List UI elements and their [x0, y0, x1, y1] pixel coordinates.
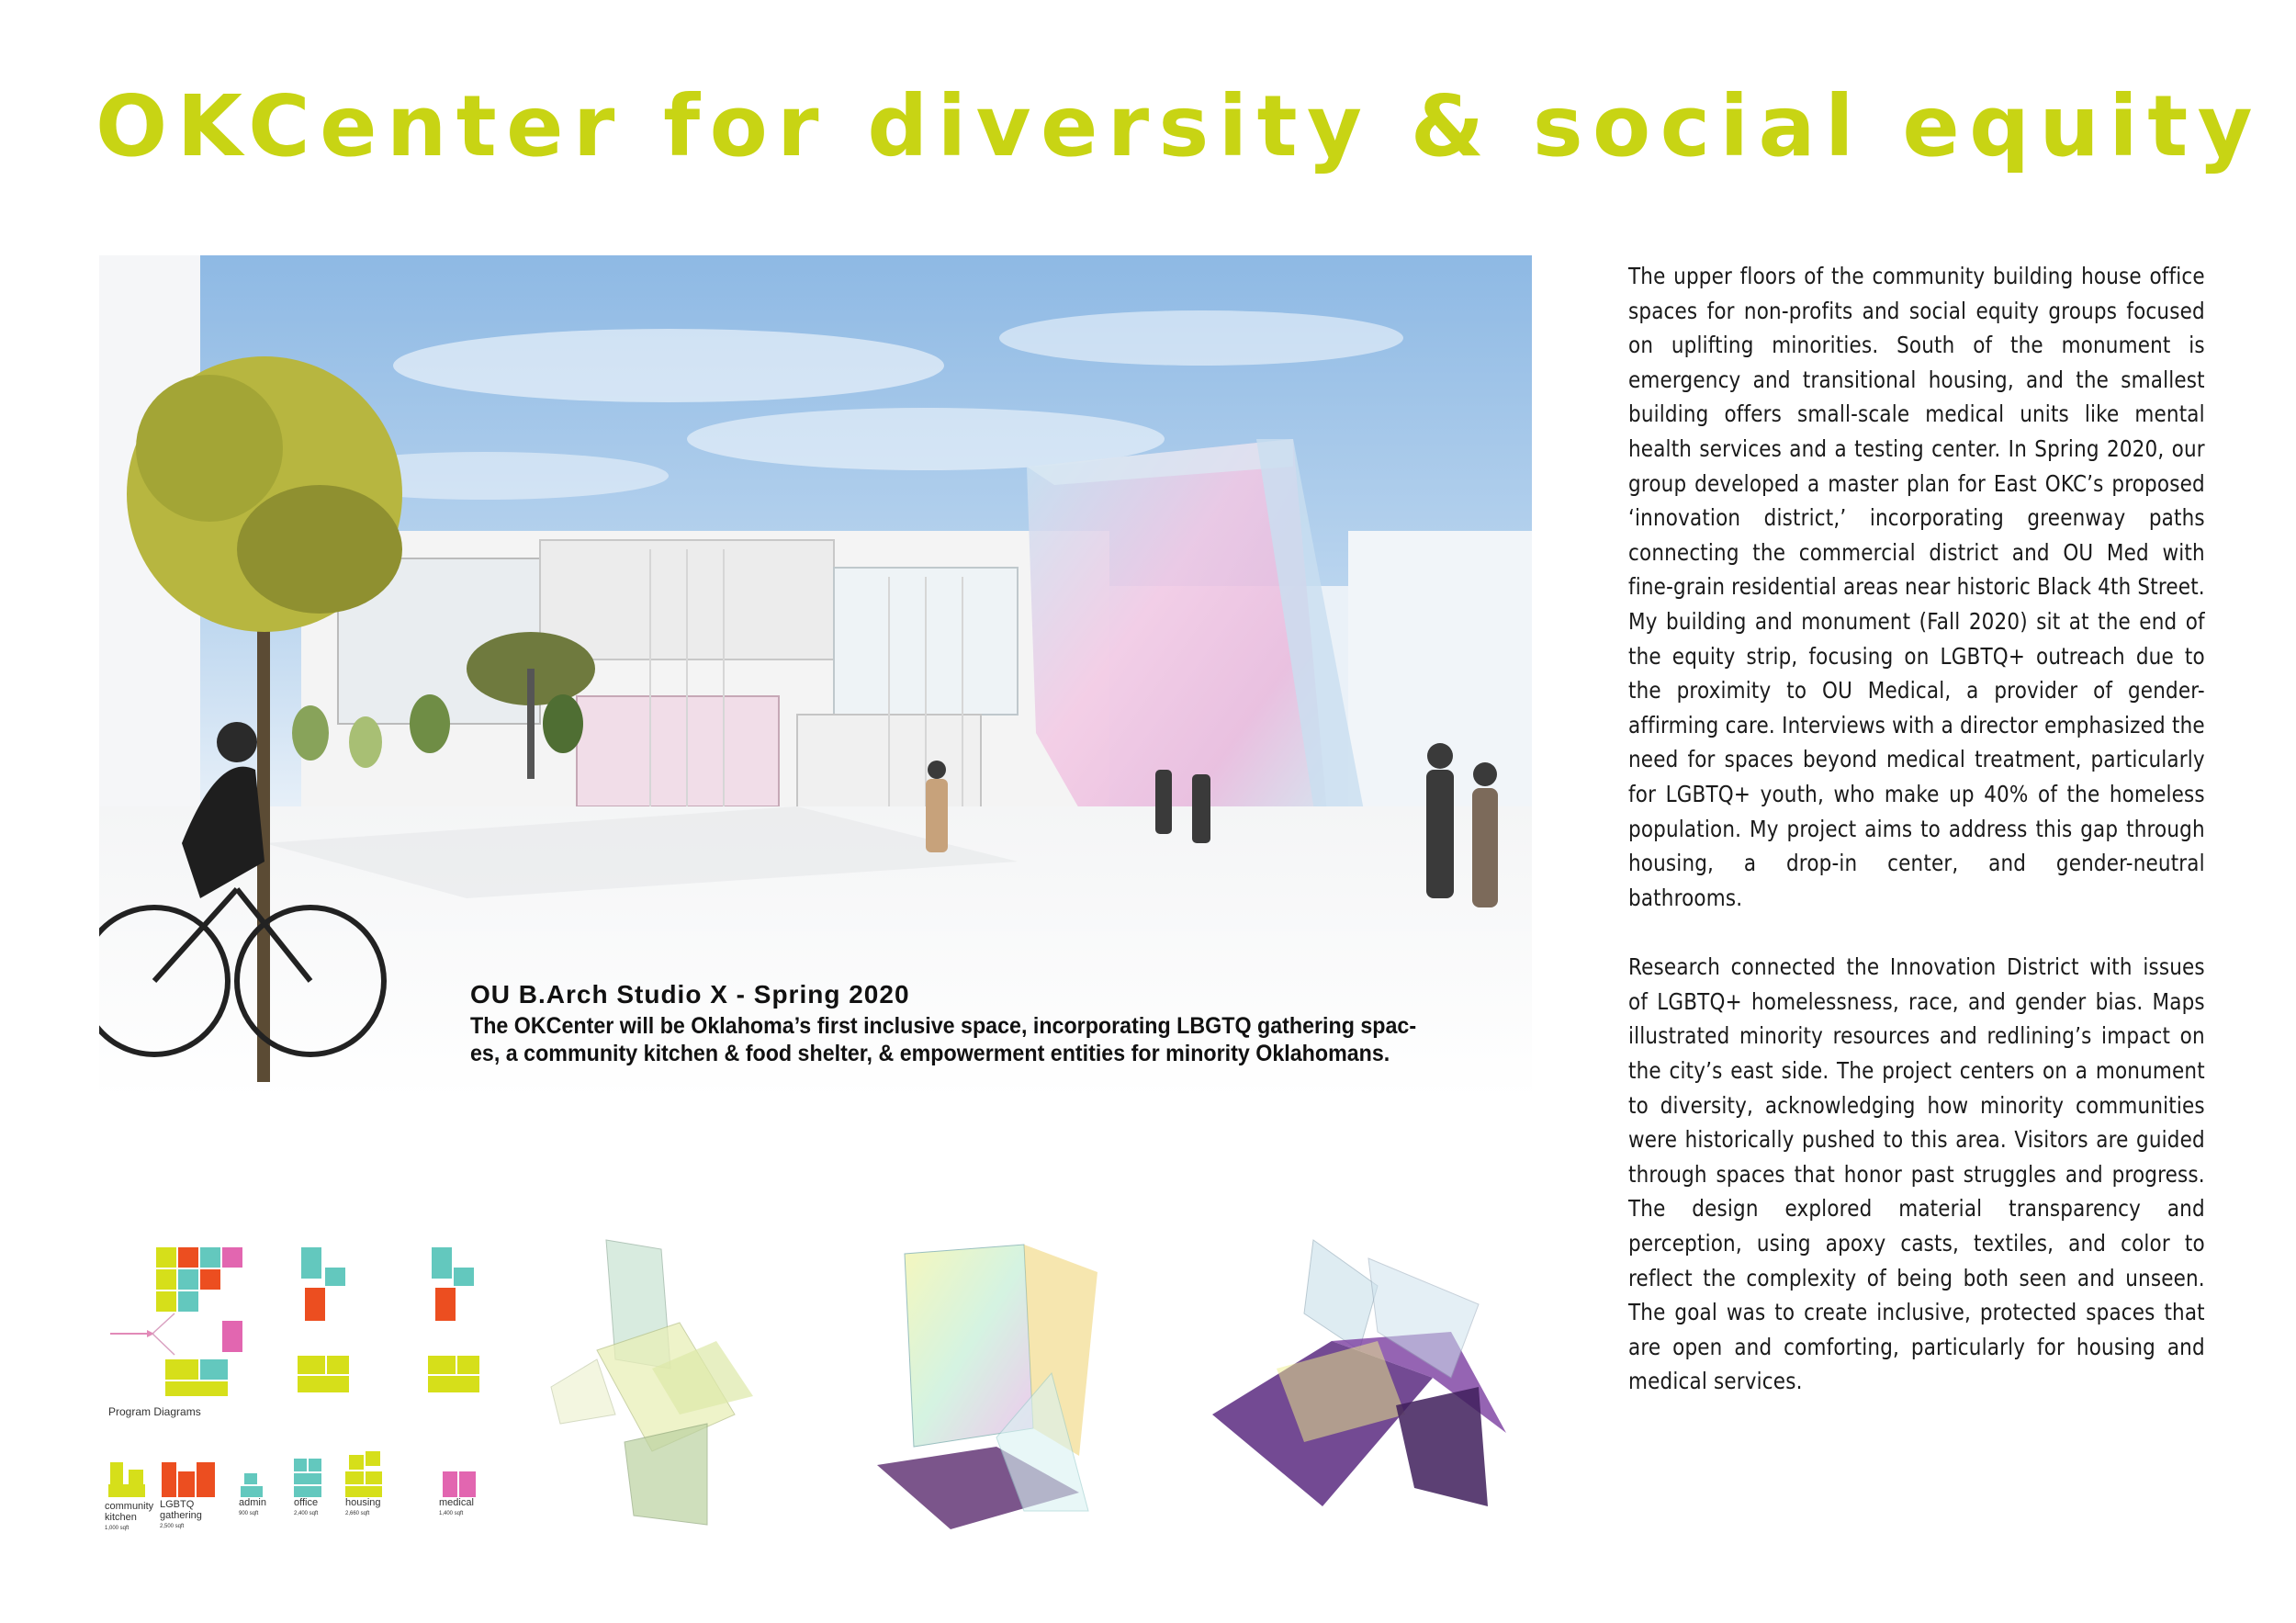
model-photo-glass-panels	[542, 1231, 817, 1534]
caption-title: OU B.Arch Studio X - Spring 2020	[470, 980, 910, 1009]
program-diagram-1	[110, 1247, 242, 1396]
program-label-community: community kitchen 1,000 sqft	[105, 1501, 154, 1531]
hero-rendering	[99, 255, 1532, 1100]
program-diagram-3	[428, 1247, 479, 1392]
description-paragraph-1: The upper floors of the community building house office spaces for non-profits and social equity groups focused on uplifting minorities. South of the monument is emergency and transitional housing, and the smallest building offers small-scale medical units like mental health services and a testing center. In Spring 2020, our group developed a master plan for East OKC’s proposed ‘innovation district,’ incorporating greenway paths connecting the commercial district and OU Med with fine-grain residential areas near historic Black 4th Street. My building and monument (Fall 2020) sit at the end of the equity strip, focusing on LGBTQ+ outreach due to the proximity to OU Medical, a provider of gender-affirming care. Interviews with a director emphasized the need for spaces beyond medical treatment, particularly for LGBTQ+ youth, who make up 40% of the homeless population. My project aims to address this gap through housing, a drop-in center, and gender-neutral bathrooms.	[1628, 263, 2205, 911]
program-diagrams	[92, 1231, 533, 1543]
program-diagram-2	[298, 1247, 349, 1392]
description-paragraph-2: Research connected the Innovation District with issues of LGBTQ+ homelessness, race, and gender bias. Maps illustrated minority resources and redlining’s impact on the city’s east side. The project centers on a monument to diversity, acknowledging how minority communities were historically pushed to this area. Visitors are guided through spaces that honor past struggles and progress. The design explored material transparency and perception, using apoxy casts, textiles, and color to reflect the complexity of being both seen and unseen. The goal was to create inclusive, protected spaces that are open and comforting, particularly for housing and medical services.	[1628, 953, 2205, 1395]
page-title: OKCenter for diversity & social equity	[96, 77, 2262, 175]
program-label-lgbtq: LGBTQ gathering 2,500 sqft	[160, 1499, 202, 1529]
caption-line-2: es, a community kitchen & food shelter, & empowerment entities for minority Oklahomans.	[470, 1040, 1390, 1066]
model-photo-iridescent-box	[859, 1235, 1125, 1538]
model-photo-purple-shards	[1176, 1231, 1534, 1534]
project-description	[1628, 259, 2205, 1434]
program-label-office: office 2,400 sqft	[294, 1497, 319, 1516]
program-label-admin: admin 900 sqft	[239, 1497, 266, 1516]
hero-caption	[470, 979, 1526, 1067]
program-blocks	[108, 1451, 476, 1497]
program-label-medical: medical 1,400 sqft	[439, 1497, 474, 1516]
diagram-heading: Program Diagrams	[108, 1405, 201, 1418]
caption-line-1: The OKCenter will be Oklahoma’s first inclusive space, incorporating LBGTQ gathering spac-	[470, 1012, 1417, 1039]
program-label-housing: housing 2,660 sqft	[345, 1497, 381, 1516]
